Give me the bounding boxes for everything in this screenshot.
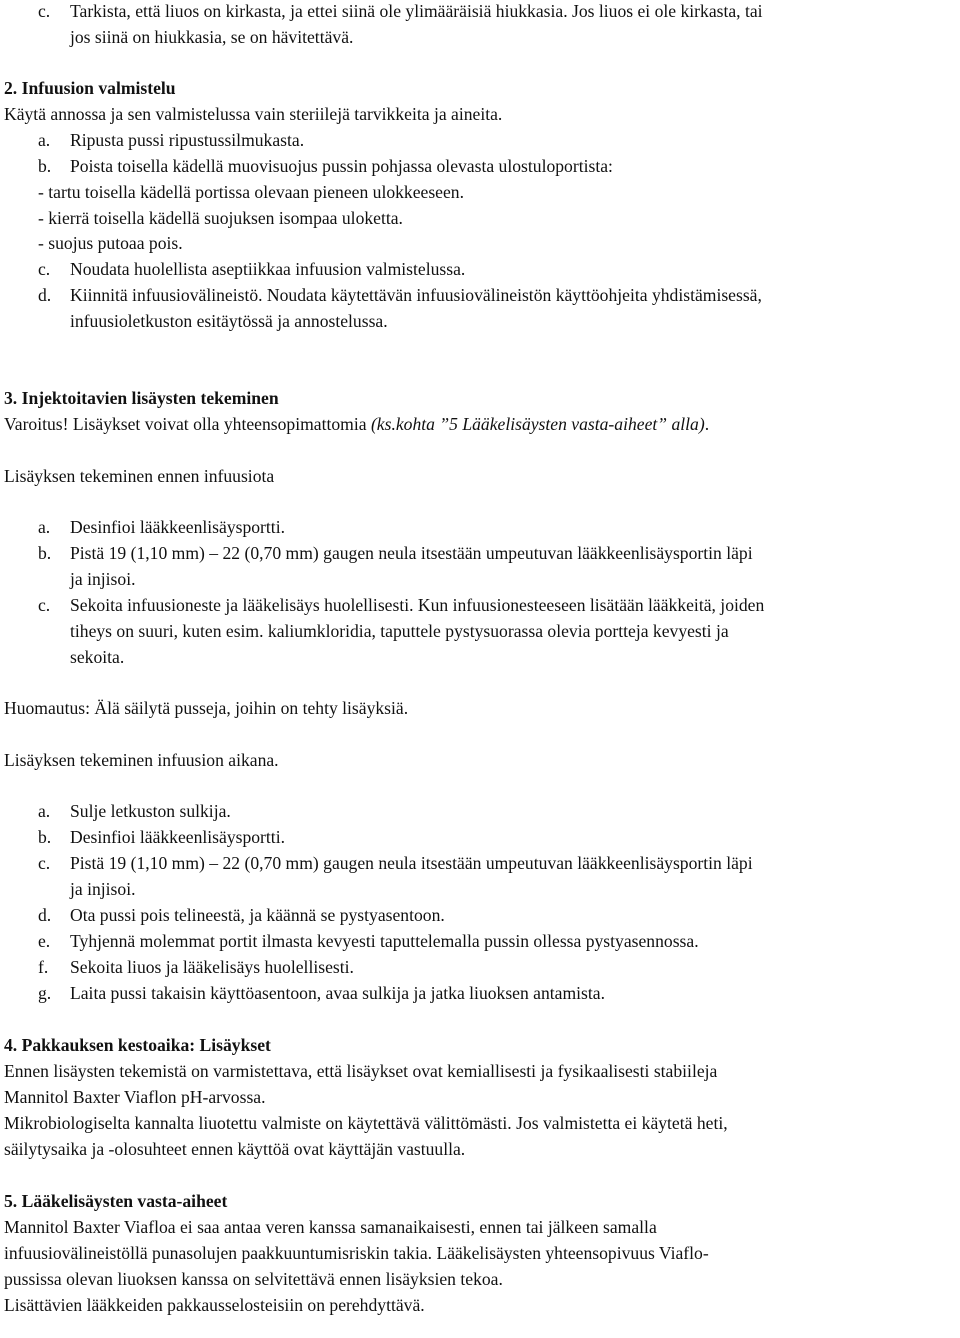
list-text: Desinfioi lääkkeenlisäysportti. [70, 827, 285, 847]
list-label: b. [38, 827, 52, 847]
list-label: a. [38, 517, 51, 537]
list-label: c. [38, 853, 51, 873]
list-text: infuusioletkuston esitäytössä ja annostelussa. [70, 311, 388, 331]
list-text: Ripusta pussi ripustussilmukasta. [70, 130, 305, 150]
list-text: jos siinä on hiukkasia, se on hävitettävä. [70, 27, 354, 47]
list-text: Poista toisella kädellä muovisuojus pussin pohjassa olevasta ulostuloportista: [70, 156, 613, 176]
list-text: Ota pussi pois telineestä, ja käännä se pystyasentoon. [70, 905, 445, 925]
list-text: Sulje letkuston sulkija. [70, 801, 231, 821]
list-label: c. [38, 1, 51, 21]
list-text: ja injisoi. [70, 569, 136, 589]
section-5-line-4: Lisättävien lääkkeiden pakkausselosteisiin on perehdyttävä. [4, 1295, 425, 1315]
s2-dash-2: - kierrä toisella kädellä suojuksen isompaa uloketta. [38, 208, 403, 228]
list-label: c. [38, 259, 51, 279]
s2-dash-1: - tartu toisella kädellä portissa olevaan pieneen ulokkeeseen. [38, 182, 464, 202]
warning-main: Varoitus! Lisäykset voivat olla yhteensopimattomia [4, 414, 371, 434]
list-label: g. [38, 983, 52, 1003]
section-4-line-2: Mannitol Baxter Viaflon pH-arvossa. [4, 1087, 266, 1107]
section-5-line-3: pussissa olevan liuoksen kanssa on selvitettävä ennen lisäyksien tekoa. [4, 1269, 503, 1289]
section-3-heading: 3. Injektoitavien lisäysten tekeminen [4, 388, 279, 408]
list-text: Tyhjennä molemmat portit ilmasta kevyesti taputtelemalla pussin ollessa pystyasennossa. [70, 931, 699, 951]
section-4-line-4: säilytysaika ja -olosuhteet ennen käyttöä ovat käyttäjän vastuulla. [4, 1139, 466, 1159]
list-text: Desinfioi lääkkeenlisäysportti. [70, 517, 285, 537]
list-label: b. [38, 156, 52, 176]
section-4-line-1: Ennen lisäysten tekemistä on varmistettava, että lisäykset ovat kemiallisesti ja fysikaalisesti stabiileja [4, 1061, 718, 1081]
section-4-heading: 4. Pakkauksen kestoaika: Lisäykset [4, 1035, 271, 1055]
list-text: tiheys on suuri, kuten esim. kaliumkloridia, taputtele pystysuorassa olevia portteja kevyesti ja [70, 621, 729, 641]
list-text: Pistä 19 (1,10 mm) – 22 (0,70 mm) gaugen neula itsestään umpeutuvan lääkkeenlisäysportin läpi [70, 853, 753, 873]
section-5-heading: 5. Lääkelisäysten vasta-aiheet [4, 1191, 228, 1211]
list-text: Laita pussi takaisin käyttöasentoon, avaa sulkija ja jatka liuoksen antamista. [70, 983, 606, 1003]
s2-dash-3: - suojus putoaa pois. [38, 233, 183, 253]
list-label: a. [38, 130, 51, 150]
section-2-intro: Käytä annossa ja sen valmistelussa vain steriilejä tarvikkeita ja aineita. [4, 104, 503, 124]
section-5-line-2: infuusiovälineistöllä punasolujen paakkuuntumisriskin takia. Lääkelisäysten yhteensopivuus Viaflo- [4, 1243, 709, 1263]
list-label: d. [38, 285, 52, 305]
list-label: a. [38, 801, 51, 821]
list-label: f. [38, 957, 49, 977]
list-label: b. [38, 543, 52, 563]
list-text: Noudata huolellista aseptiikkaa infuusion valmistelussa. [70, 259, 466, 279]
list-text: Tarkista, että liuos on kirkasta, ja ettei siinä ole ylimääräisiä hiukkasia. Jos liuos ei ole kirkasta, tai [70, 1, 763, 21]
section-2-heading: 2. Infuusion valmistelu [4, 78, 176, 98]
section-5-line-1: Mannitol Baxter Viafloa ei saa antaa veren kanssa samanaikaisesti, ennen tai jälkeen samalla [4, 1217, 657, 1237]
list-text: sekoita. [70, 647, 125, 667]
list-label: e. [38, 931, 51, 951]
list-text: Sekoita infuusioneste ja lääkelisäys huolellisesti. Kun infuusionesteeseen lisätään lääkkeitä, joiden [70, 595, 765, 615]
before-infusion-heading: Lisäyksen tekeminen ennen infuusiota [4, 466, 275, 486]
storage-note: Huomautus: Älä säilytä pusseja, joihin on tehty lisäyksiä. [4, 698, 409, 718]
list-text: Pistä 19 (1,10 mm) – 22 (0,70 mm) gaugen neula itsestään umpeutuvan lääkkeenlisäysportin läpi [70, 543, 753, 563]
list-label: d. [38, 905, 52, 925]
warning-end: . [704, 414, 710, 434]
list-text: Sekoita liuos ja lääkelisäys huolellisesti. [70, 957, 354, 977]
section-3-warning [4, 413, 709, 437]
during-infusion-heading: Lisäyksen tekeminen infuusion aikana. [4, 750, 279, 770]
list-label: c. [38, 595, 51, 615]
list-text: Kiinnitä infuusiovälineistö. Noudata käytettävän infuusiovälineistön käyttöohjeita yhdistämisessä, [70, 285, 762, 305]
warning-reference: (ks.kohta ”5 Lääkelisäysten vasta-aiheet” alla) [370, 414, 705, 434]
list-text: ja injisoi. [70, 879, 136, 899]
section-4-line-3: Mikrobiologiselta kannalta liuotettu valmiste on käytettävä välittömästi. Jos valmistetta ei käytetä heti, [4, 1113, 728, 1133]
